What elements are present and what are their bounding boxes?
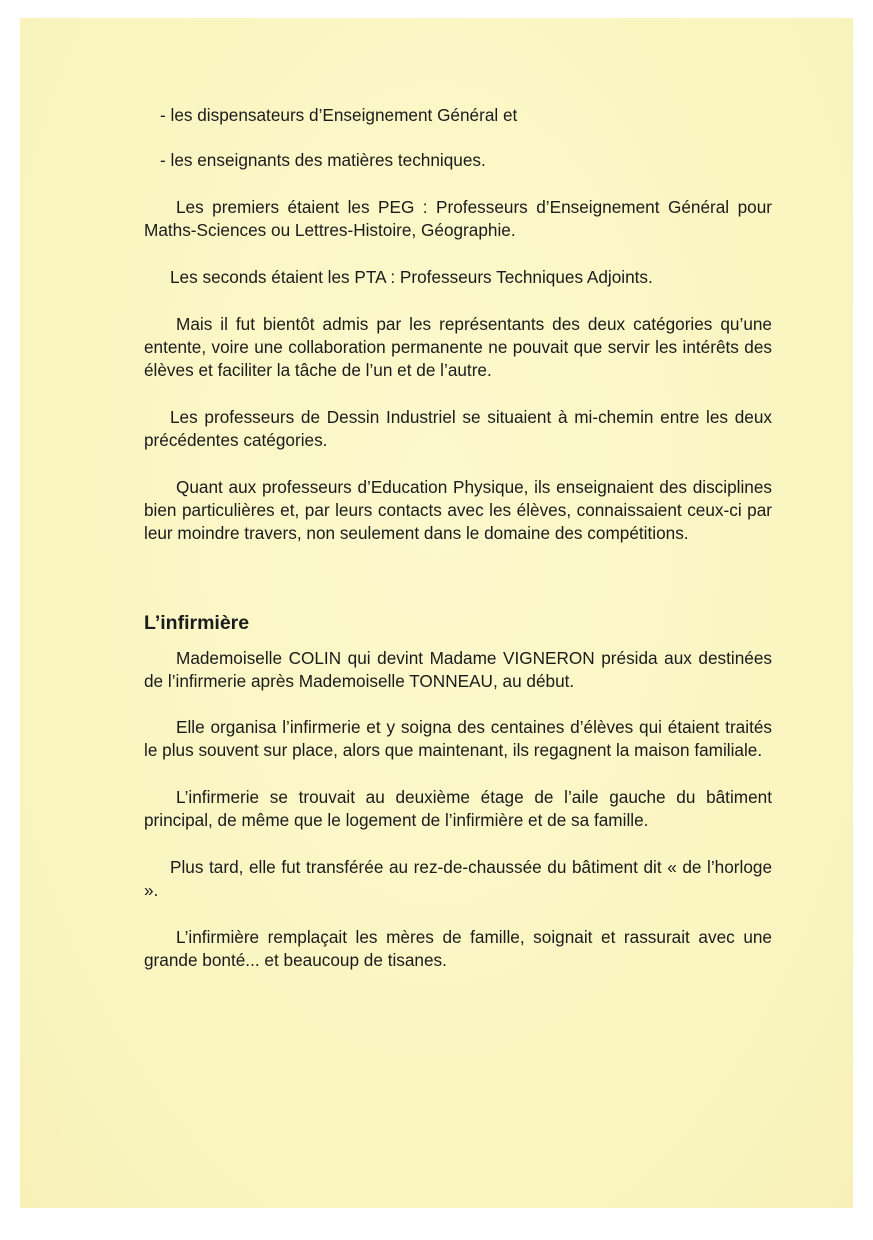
paragraph-pta: Les seconds étaient les PTA : Professeurs Techniques Adjoints. <box>170 267 653 287</box>
section-title: L’infirmière <box>144 612 250 634</box>
paragraph-organisation: Elle organisa l’infirmerie et y soigna des centaines d’élèves qui étaient traités le plus souvent sur place, alors que maintenant, ils regagnent la maison familiale. <box>144 717 772 760</box>
paragraph-tisanes: L’infirmière remplaçait les mères de famille, soignait et rassurait avec une grande bonté... et beaucoup de tisanes. <box>144 927 772 970</box>
paragraph-colin: Mademoiselle COLIN qui devint Madame VIGNERON présida aux destinées de l’infirmerie après Mademoiselle TONNEAU, au début. <box>144 648 772 691</box>
paragraph-location: L’infirmerie se trouvait au deuxième étage de l’aile gauche du bâtiment principal, de même que le logement de l’infirmière et de sa famille. <box>144 787 772 830</box>
paragraph-education-physique: Quant aux professeurs d’Education Physique, ils enseignaient des disciplines bien particulières et, par leurs contacts avec les élèves, connaissaient ceux-ci par leur moindre travers, non seulement dans le domaine des compétitions. <box>144 477 772 543</box>
paragraph-dessin: Les professeurs de Dessin Industriel se situaient à mi-chemin entre les deux précédentes catégories. <box>144 407 772 450</box>
paragraph-transfer: Plus tard, elle fut transférée au rez-de-chaussée du bâtiment dit « de l’horloge ». <box>144 857 772 900</box>
list-item-general: - les dispensateurs d’Enseignement Général et <box>160 105 518 125</box>
document-body <box>144 104 772 972</box>
list-item-technical: - les enseignants des matières techniques. <box>160 150 486 170</box>
paragraph-peg: Les premiers étaient les PEG : Professeurs d’Enseignement Général pour Maths-Sciences ou Lettres-Histoire, Géographie. <box>144 197 772 240</box>
paragraph-collaboration: Mais il fut bientôt admis par les représentants des deux catégories qu’une entente, voire une collaboration permanente ne pouvait que servir les intérêts des élèves et faciliter la tâche de l’un et de l’autre. <box>144 314 772 380</box>
